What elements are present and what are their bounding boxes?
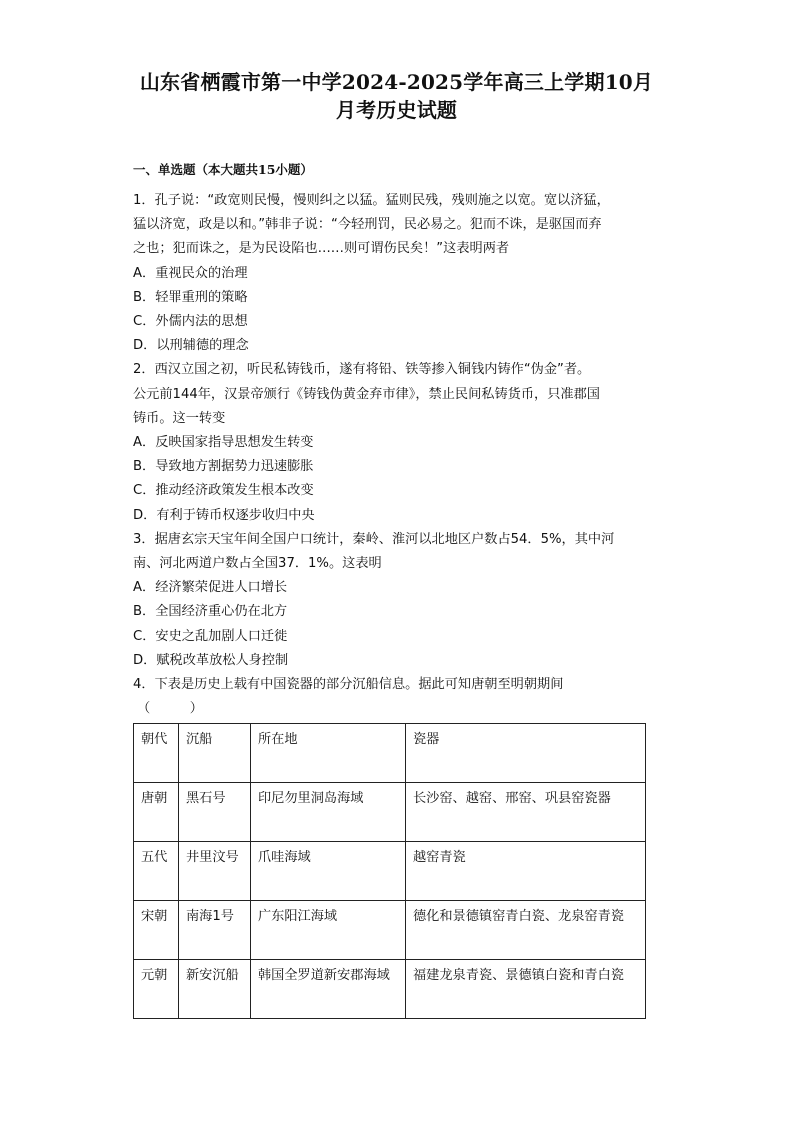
table-cell: 南海1号 [179,901,251,960]
question-text-line: 公元前144年，汉景帝颁行《铸钱伪黄金弃市律》，禁止民间私铸货币，只准郡国 [133,386,600,402]
shipwreck-table [133,723,646,1019]
option-c: C．推动经济政策发生根本改变 [133,483,314,499]
table-cell: 五代 [134,842,179,901]
option-c: C．安史之乱加剧人口迁徙 [133,628,288,644]
table-cell: 印尼勿里洞岛海域 [251,783,406,842]
question-3 [133,528,663,673]
table-cell: 韩国全罗道新安郡海域 [251,960,406,1019]
header-cell: 瓷器 [406,724,646,783]
table-cell: 唐朝 [134,783,179,842]
table-cell: 黑石号 [179,783,251,842]
table-cell: 新安沉船 [179,960,251,1019]
table-row [134,901,646,960]
table-header-row [134,724,646,783]
table-row [134,960,646,1019]
option-b: B．全国经济重心仍在北方 [133,604,288,620]
table-cell: 元朝 [134,960,179,1019]
table-cell: 宋朝 [134,901,179,960]
title-line-1: 山东省栖霞市第一中学2024-2025学年高三上学期10月 [139,70,654,94]
option-b: B．轻罪重刑的策略 [133,289,248,305]
option-d: D．有利于铸币权逐步收归中央 [133,507,315,523]
question-text-line: 之也；犯而诛之，是为民设陷也……则可谓伤民矣！”这表明两者 [133,241,510,257]
question-2 [133,358,663,527]
option-d: D．赋税改革放松人身控制 [133,652,289,668]
question-1 [133,189,663,358]
table-row [134,783,646,842]
question-text-line: 2．西汉立国之初，听民私铸钱币，遂有将铅、铁等掺入铜钱内铸作“伪金”者。 [133,362,591,378]
option-a: A．经济繁荣促进人口增长 [133,580,288,596]
table-cell: 越窑青瓷 [406,842,646,901]
option-a: A．重视民众的治理 [133,265,248,281]
question-text-line: 1．孔子说：“政宽则民慢，慢则纠之以猛。猛则民残，残则施之以宽。宽以济猛， [133,193,610,208]
page-title [90,68,703,124]
section-heading: 一、单选题（本大题共15小题） [133,162,313,177]
table-cell: 福建龙泉青瓷、景德镇白瓷和青白瓷 [406,960,646,1019]
title-line-2: 月考历史试题 [335,98,458,122]
option-d: D．以刑辅德的理念 [133,338,249,354]
question-text-line: 4．下表是历史上载有中国瓷器的部分沉船信息。据此可知唐朝至明朝期间 [133,677,564,693]
option-a: A．反映国家指导思想发生转变 [133,435,314,451]
questions-body [133,189,663,721]
table-cell: 德化和景德镇窑青白瓷、龙泉窑青瓷 [406,901,646,960]
header-cell: 沉船 [179,724,251,783]
table-cell: 爪哇海域 [251,842,406,901]
option-b: B．导致地方割据势力迅速膨胀 [133,459,314,475]
option-c: C．外儒内法的思想 [133,314,248,330]
table-cell: 井里汶号 [179,842,251,901]
question-text-line: 南、河北两道户数占全国37．1%。这表明 [133,556,382,572]
question-text-line: 3．据唐玄宗天宝年间全国户口统计，秦岭、淮河以北地区户数占54．5%，其中河 [133,531,615,547]
table-cell: 广东阳江海域 [251,901,406,960]
question-4 [133,673,663,721]
table-cell: 长沙窑、越窑、邢窑、巩县窑瓷器 [406,783,646,842]
answer-parentheses: （ ） [137,701,203,717]
header-cell: 朝代 [134,724,179,783]
table-row [134,842,646,901]
question-text-line: 猛以济宽，政是以和。”韩非子说：“今轻刑罚，民必易之。犯而不诛，是驱国而弃 [133,217,602,233]
header-cell: 所在地 [251,724,406,783]
question-text-line: 铸币。这一转变 [133,410,226,426]
